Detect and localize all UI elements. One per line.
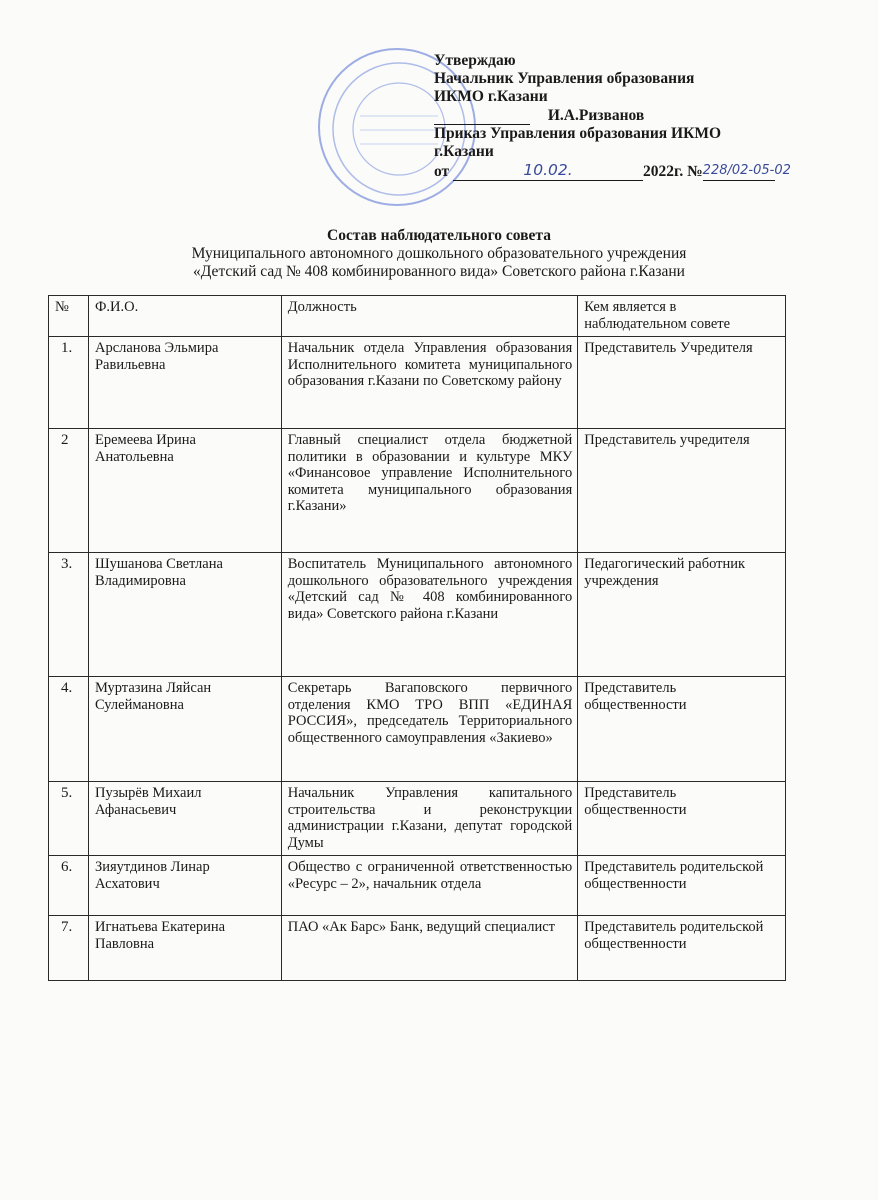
- signature-blank: [434, 106, 530, 125]
- approver-org: ИКМО г.Казани: [434, 88, 548, 105]
- table-header-row: [49, 296, 786, 337]
- table-row: [49, 677, 786, 782]
- table-row: [49, 916, 786, 981]
- row-name: Еремеева Ирина Анатольевна: [88, 429, 281, 553]
- handwritten-date: 10.02.: [523, 161, 573, 179]
- table-row: [49, 429, 786, 553]
- title-org-line2: «Детский сад № 408 комбинированного вида» Советского района г.Казани: [193, 263, 685, 280]
- order-city: г.Казани: [434, 143, 494, 160]
- row-name: Зияутдинов Линар Асхатович: [88, 856, 281, 916]
- row-role: Представитель родительской общественности: [578, 856, 786, 916]
- title-heading: Состав наблюдательного совета: [327, 227, 551, 244]
- signature-line: [434, 106, 775, 125]
- row-number: 6.: [49, 856, 89, 916]
- row-role: Педагогический работник учреждения: [578, 553, 786, 677]
- header-name: Ф.И.О.: [88, 296, 281, 337]
- header-position: Должность: [281, 296, 578, 337]
- signer-name: И.А.Ризванов: [547, 107, 645, 124]
- row-position: Главный специалист отдела бюджетной политики в образовании и культуре МКУ «Финансовое управление Исполнительного комитета муниципального образования г.Казани»: [281, 429, 578, 553]
- row-number: 4.: [49, 677, 89, 782]
- header-number: №: [49, 296, 89, 337]
- row-name: Игнатьева Екатерина Павловна: [88, 916, 281, 981]
- row-role: Представитель учредителя: [578, 429, 786, 553]
- approve-word: Утверждаю: [434, 52, 516, 69]
- year-label: 2022г. №: [643, 163, 703, 180]
- table-row: [49, 553, 786, 677]
- row-position: Начальник отдела Управления образования Исполнительного комитета муниципального образования г.Казани по Советскому району: [281, 337, 578, 429]
- row-name: Арсланова Эльмира Равильевна: [88, 337, 281, 429]
- row-role: Представитель общественности: [578, 782, 786, 856]
- row-position: Секретарь Вагаповского первичного отделения КМО ТРО ВПП «ЕДИНАЯ РОССИЯ», председатель Территориального общественного самоуправления «Закиево»: [281, 677, 578, 782]
- row-role: Представитель родительской общественности: [578, 916, 786, 981]
- row-role: Представитель общественности: [578, 677, 786, 782]
- approver-position: Начальник Управления образования: [434, 70, 695, 87]
- order-line: Приказ Управления образования ИКМО: [434, 125, 722, 142]
- council-table: [48, 295, 786, 981]
- row-name: Шушанова Светлана Владимировна: [88, 553, 281, 677]
- number-field: [702, 161, 791, 181]
- approval-block: [434, 52, 791, 181]
- row-name: Муртазина Ляйсан Сулеймановна: [88, 677, 281, 782]
- row-name: Пузырёв Михаил Афанасьевич: [88, 782, 281, 856]
- row-number: 5.: [49, 782, 89, 856]
- header-role: Кем является в наблюдательном совете: [578, 296, 786, 337]
- order-date-line: [434, 161, 791, 181]
- row-number: 3.: [49, 553, 89, 677]
- row-position: Начальник Управления капитального строительства и реконструкции администрации г.Казани, депутат городской Думы: [281, 782, 578, 856]
- from-label: от: [434, 163, 450, 180]
- table-row: [49, 782, 786, 856]
- title-org-line1: Муниципального автономного дошкольного образовательного учреждения: [191, 245, 687, 262]
- document-title: [0, 227, 878, 281]
- row-number: 1.: [49, 337, 89, 429]
- row-position: Воспитатель Муниципального автономного дошкольного образовательного учреждения «Детский сад № 408 комбинированного вида» Советского района г.Казани: [281, 553, 578, 677]
- row-number: 2: [49, 429, 89, 553]
- row-role: Представитель Учредителя: [578, 337, 786, 429]
- row-number: 7.: [49, 916, 89, 981]
- row-position: Общество с ограниченной ответственностью «Ресурс – 2», начальник отдела: [281, 856, 578, 916]
- table-row: [49, 856, 786, 916]
- table-row: [49, 337, 786, 429]
- handwritten-number: 228/02-05-02: [702, 163, 791, 178]
- date-field: [453, 161, 643, 181]
- row-position: ПАО «Ак Барс» Банк, ведущий специалист: [281, 916, 578, 981]
